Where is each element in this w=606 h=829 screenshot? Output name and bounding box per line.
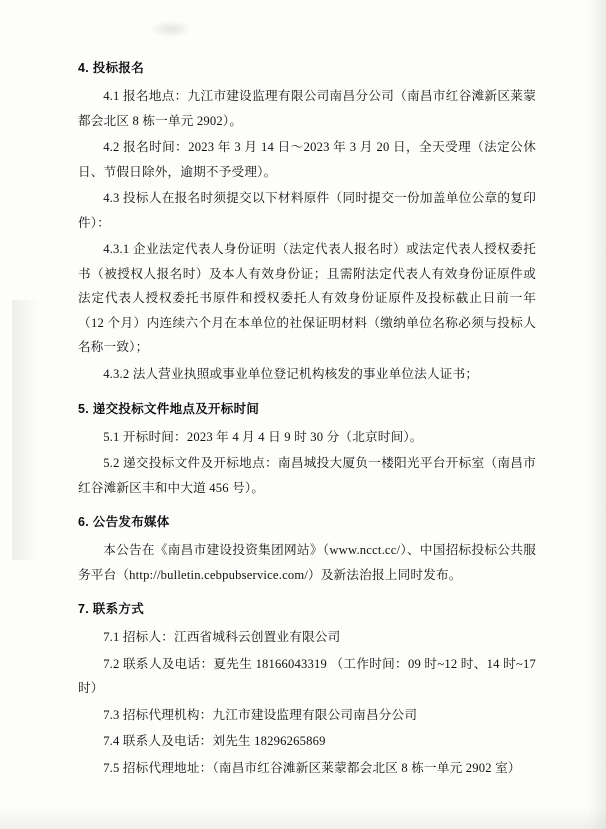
paragraph-4-1: 4.1 报名地点：九江市建设监理有限公司南昌分公司（南昌市红谷滩新区莱蒙都会北区 8 栋一单元 2902）。: [78, 89, 536, 128]
scan-artifact-left: [12, 300, 40, 560]
section-heading-6: 6. 公告发布媒体: [78, 515, 170, 530]
document-body: [78, 58, 536, 783]
paragraph-4-2: 4.2 报名时间：2023 年 3 月 14 日～2023 年 3 月 20 日，全天受理（法定公休日、节假日除外，逾期不予受理）。: [78, 140, 536, 179]
paragraph-7-5: 7.5 招标代理地址：（南昌市红谷滩新区莱蒙都会北区 8 栋一单元 2902 室）: [103, 761, 521, 776]
paragraph-4-3: 4.3 投标人在报名时须提交以下材料原件（同时提交一份加盖单位公章的复印件）：: [78, 191, 536, 230]
scan-edge-shadow-right: [588, 0, 606, 829]
paragraph-5-1: 5.1 开标时间：2023 年 4 月 4 日 9 时 30 分（北京时间）。: [103, 429, 423, 444]
section-heading-7: 7. 联系方式: [78, 602, 144, 617]
scan-artifact-top: [150, 20, 192, 38]
scan-edge-shadow-bottom: [0, 807, 606, 829]
paragraph-7-4: 7.4 联系人及电话：刘先生 18296265869: [103, 734, 326, 749]
paragraph-6-1: 本公告在《南昌市建设投资集团网站》（www.ncct.cc/）、中国招标投标公共服务平台（http://bulletin.cebpubservice.com/）及新法治报上同时发布。: [78, 543, 536, 582]
section-heading-5: 5. 递交投标文件地点及开标时间: [78, 401, 260, 416]
paragraph-4-3-2: 4.3.2 法人营业执照或事业单位登记机构核发的事业单位法人证书；: [103, 367, 479, 382]
paragraph-5-2: 5.2 递交投标文件及开标地点：南昌城投大厦负一楼阳光平台开标室（南昌市红谷滩新区丰和中大道 456 号）。: [78, 456, 536, 495]
paragraph-4-3-1: 4.3.1 企业法定代表人身份证明（法定代表人报名时）或法定代表人授权委托书（被授权人报名时）及本人有效身份证；且需附法定代表人有效身份证原件或法定代表人授权委托书原件和授权委托人有效身份证原件及投标截止日前一年（12 个月）内连续六个月在本单位的社保证明材料（缴纳单位名称必须与投标人名称一致）；: [78, 242, 536, 355]
paragraph-7-2: 7.2 联系人及电话：夏先生 18166043319 （工作时间：09 时~12 时、14 时~17 时）: [78, 656, 536, 696]
section-heading-4: 4. 投标报名: [78, 61, 144, 75]
paragraph-7-3: 7.3 招标代理机构：九江市建设监理有限公司南昌分公司: [103, 707, 418, 722]
paragraph-7-1: 7.1 招标人：江西省城科云创置业有限公司: [103, 630, 341, 645]
